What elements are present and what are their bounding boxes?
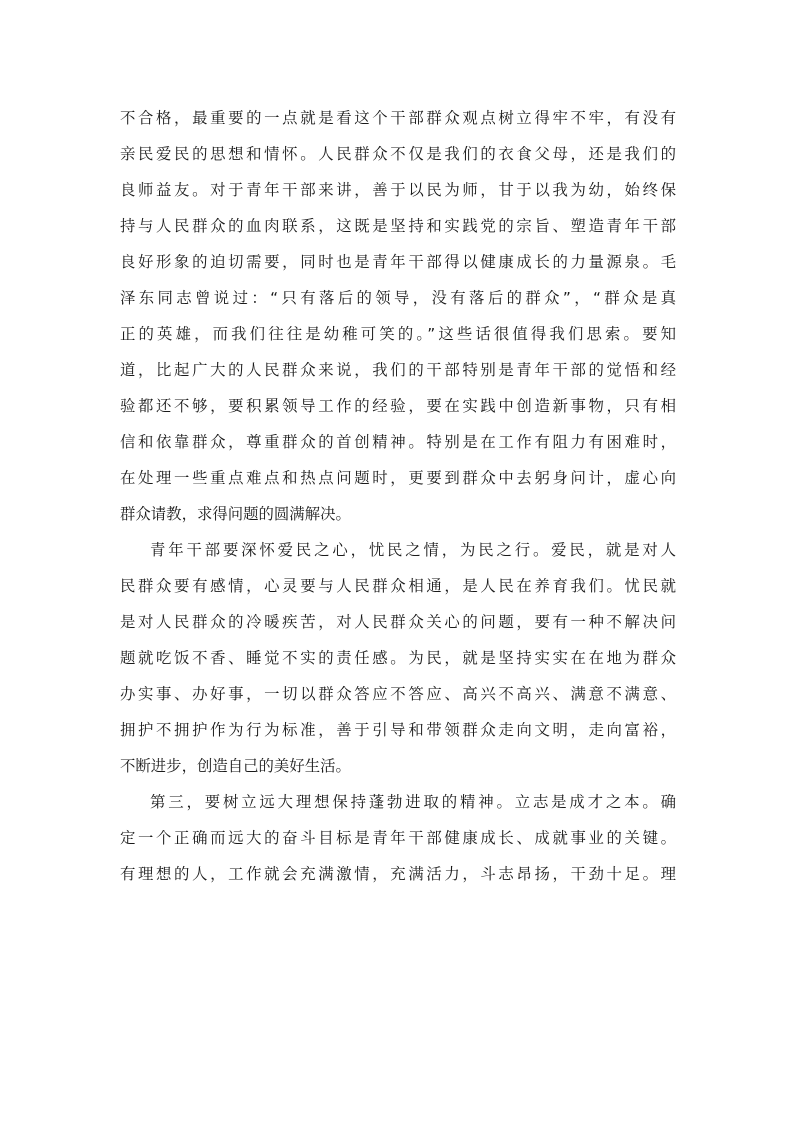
text-line: 拥护不拥护作为行为标准，善于引导和带领群众走向文明，走向富裕， [120,721,676,739]
text-line: 正的英雄，而我们往往是幼稚可笑的。”这些话很值得我们思索。要知 [120,325,676,343]
text-line: 在处理一些重点难点和热点问题时，更要到群众中去躬身问计，虚心向 [120,469,676,487]
text-line: 定一个正确而远大的奋斗目标是青年干部健康成长、成就事业的关键。 [120,829,676,847]
text-line: 不断进步，创造自己的美好生活。 [120,757,351,775]
text-line: 验都还不够，要积累领导工作的经验，要在实践中创造新事物，只有相 [120,397,676,415]
text-line: 泽东同志曾说过：“只有落后的领导，没有落后的群众”，“群众是真 [120,289,676,307]
text-line: 信和依靠群众，尊重群众的首创精神。特别是在工作有阻力有困难时， [120,433,676,451]
text-line: 良师益友。对于青年干部来讲，善于以民为师，甘于以我为幼，始终保 [120,181,676,199]
text-line: 良好形象的迫切需要，同时也是青年干部得以健康成长的力量源泉。毛 [120,253,676,271]
text-line: 题就吃饭不香、睡觉不实的责任感。为民，就是坚持实实在在地为群众 [120,649,676,667]
text-line: 办实事、办好事，一切以群众答应不答应、高兴不高兴、满意不满意、 [120,685,676,703]
text-line: 持与人民群众的血肉联系，这既是坚持和实践党的宗旨、塑造青年干部 [120,217,676,235]
text-line: 民群众要有感情，心灵要与人民群众相通，是人民在养育我们。忧民就 [120,577,676,595]
text-line: 有理想的人，工作就会充满激情，充满活力，斗志昂扬，干劲十足。理 [120,865,676,883]
text-line: 道，比起广大的人民群众来说，我们的干部特别是青年干部的觉悟和经 [120,361,676,379]
text-line: 群众请教，求得问题的圆满解决。 [120,505,351,523]
text-line: 不合格，最重要的一点就是看这个干部群众观点树立得牢不牢，有没有 [120,109,676,127]
paragraph-first-line: 青年干部要深怀爱民之心，忧民之情，为民之行。爱民，就是对人 [150,541,676,559]
text-line: 是对人民群众的冷暖疾苦，对人民群众关心的问题，要有一种不解决问 [120,613,676,631]
text-line: 亲民爱民的思想和情怀。人民群众不仅是我们的衣食父母，还是我们的 [120,145,676,163]
paragraph-first-line: 第三，要树立远大理想保持蓬勃进取的精神。立志是成才之本。确 [150,793,676,811]
